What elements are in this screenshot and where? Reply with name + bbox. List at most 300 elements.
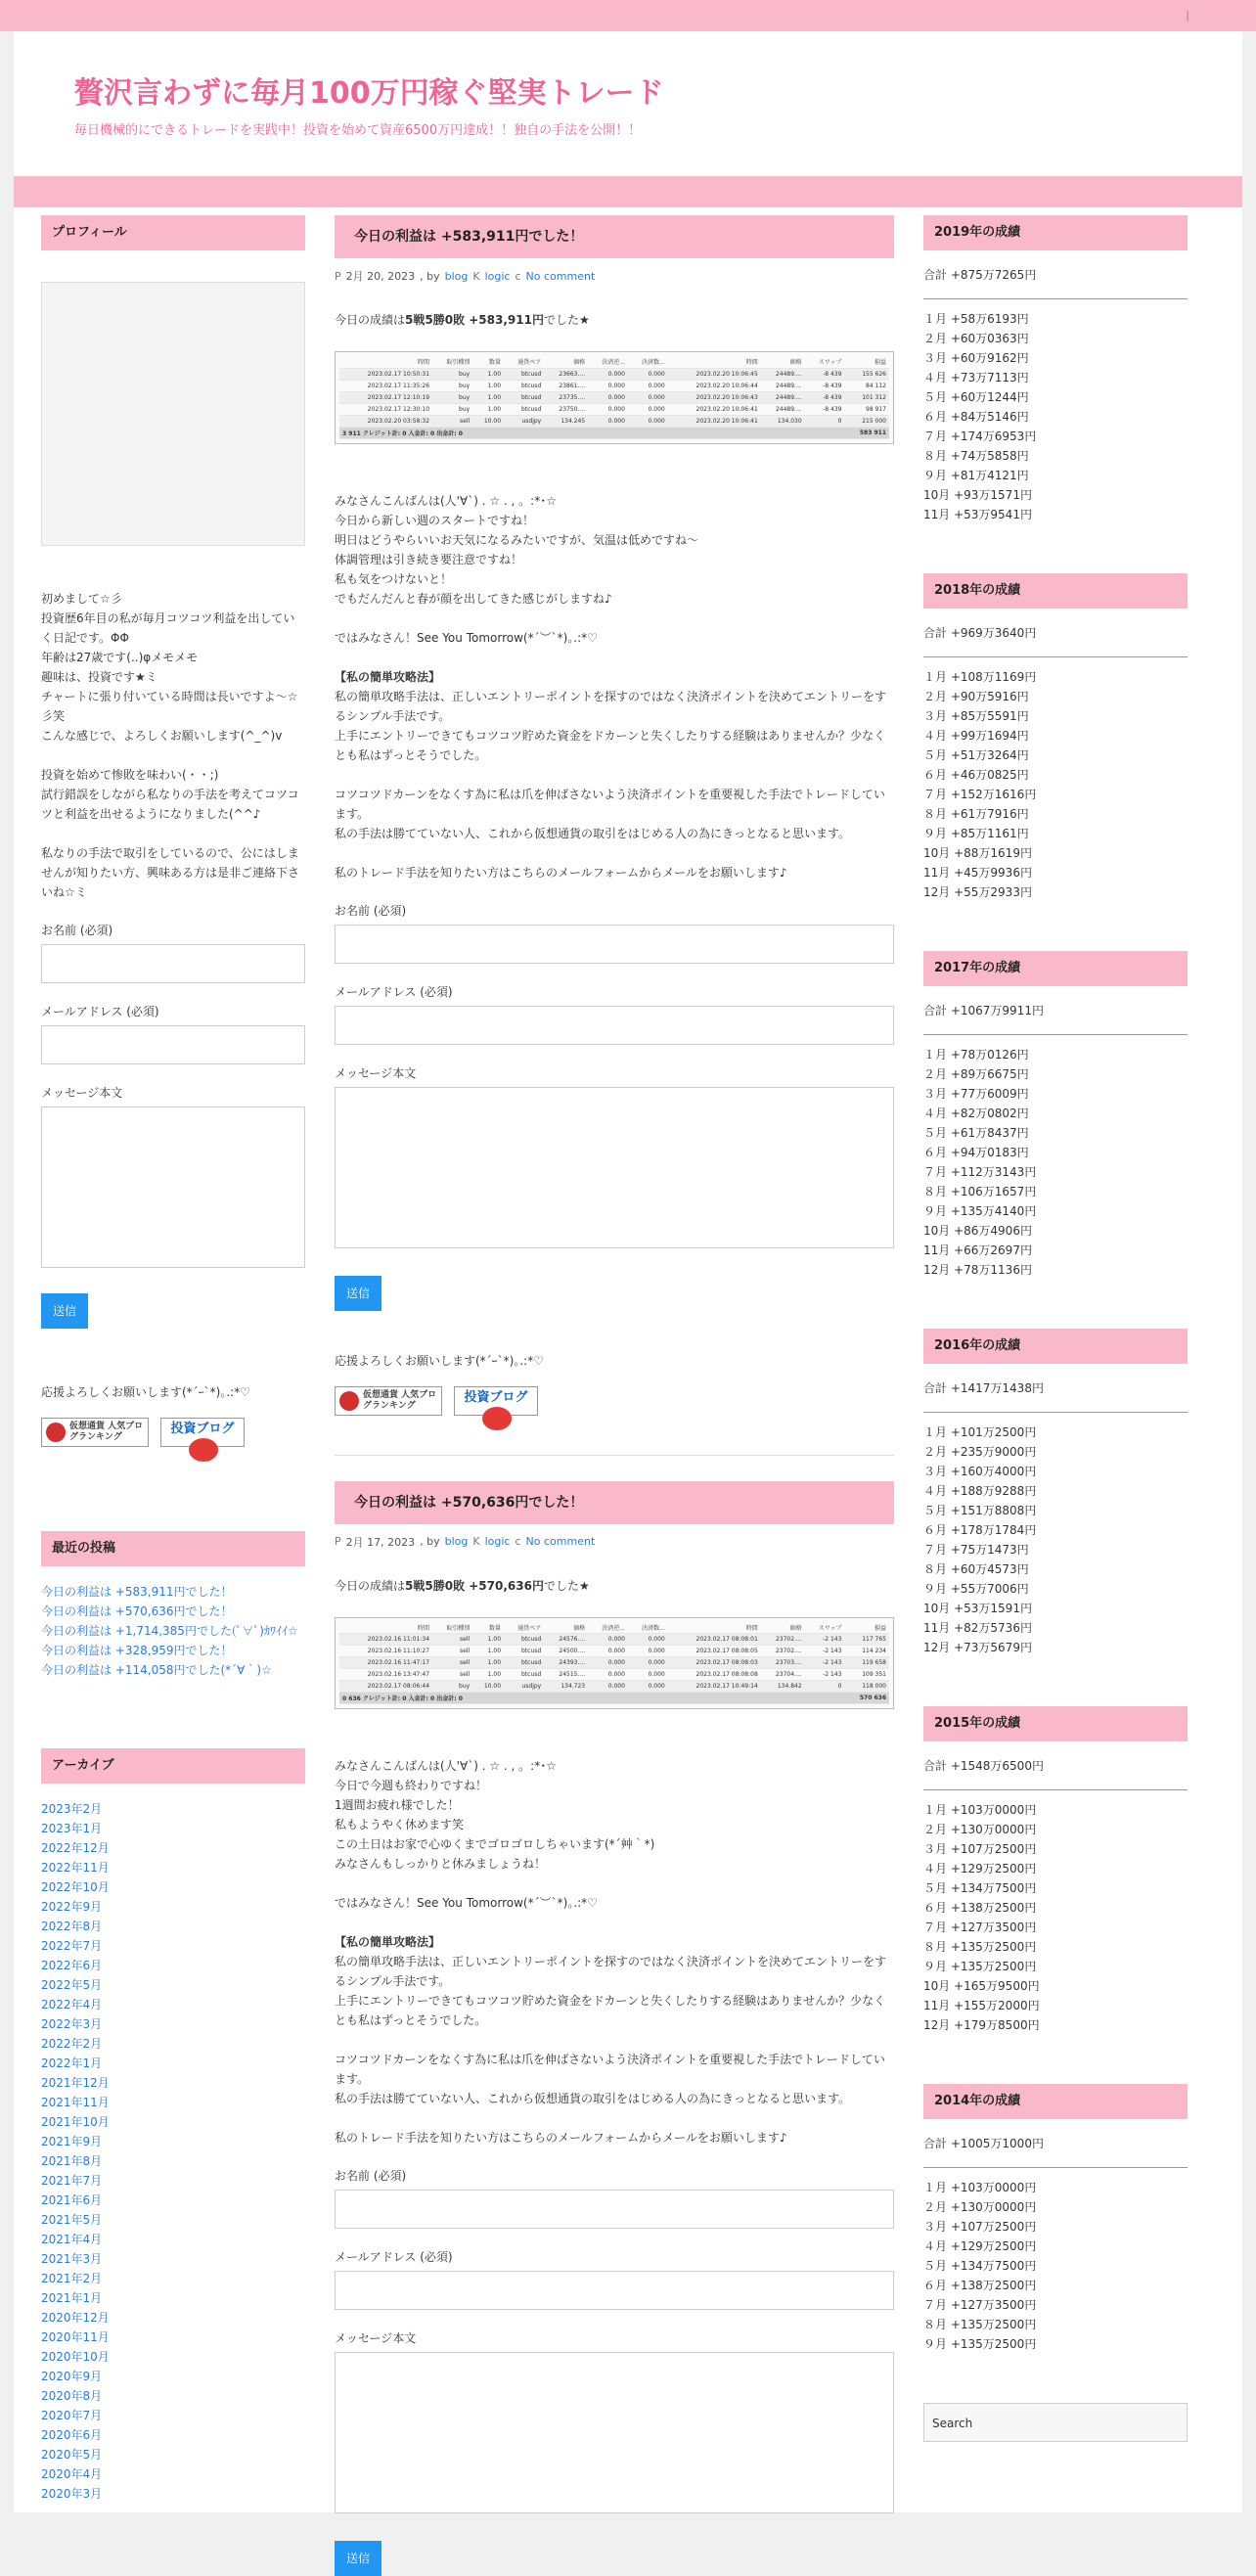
table-cell: -8 439 bbox=[805, 380, 845, 391]
archive-link[interactable]: 2020年12月 bbox=[41, 2308, 305, 2327]
send-button[interactable]: 送信 bbox=[335, 2541, 381, 2576]
table-cell: 2023.02.17 08:08:01 bbox=[668, 1634, 761, 1646]
table-cell: btcusd bbox=[504, 1657, 544, 1669]
monthly-result: 12月 +78万1136円 bbox=[923, 1260, 1188, 1280]
top-bar-separator: | bbox=[1186, 9, 1189, 22]
monthly-result: ６月 +138万2500円 bbox=[923, 1898, 1188, 1918]
crypto-ranking-banner[interactable]: 仮想通貨 人気ブログランキング bbox=[335, 1386, 442, 1416]
table-cell: 117 765 bbox=[844, 1634, 889, 1646]
table-header-cell: 数量 bbox=[472, 1622, 504, 1634]
table-cell: 0.000 bbox=[628, 380, 668, 391]
table-cell: 0.000 bbox=[588, 403, 628, 415]
post-paragraph bbox=[335, 1932, 894, 2030]
monthly-results-list bbox=[923, 309, 1188, 524]
intro-paragraph bbox=[41, 843, 305, 902]
table-header-cell: 取引種別 bbox=[432, 1622, 472, 1634]
recent-post-link[interactable]: 今日の利益は +328,959円でした！ bbox=[41, 1641, 305, 1660]
trade-history-table bbox=[335, 1617, 894, 1710]
archive-link[interactable]: 2021年10月 bbox=[41, 2112, 305, 2132]
support-text: 応援よろしくお願いします(*´ｰ`*)｡.:*♡ bbox=[41, 1383, 305, 1400]
table-row bbox=[339, 1634, 889, 1646]
archive-link[interactable]: 2020年8月 bbox=[41, 2386, 305, 2406]
archive-link[interactable]: 2021年7月 bbox=[41, 2171, 305, 2191]
table-cell: sell bbox=[432, 1669, 472, 1681]
monthly-result: ７月 +112万3143円 bbox=[923, 1162, 1188, 1182]
table-cell: 1.00 bbox=[472, 403, 504, 415]
post-comments-link[interactable]: No comment bbox=[526, 1535, 596, 1548]
post-paragraph bbox=[335, 491, 894, 609]
table-cell: 24489.... bbox=[761, 403, 805, 415]
post-paragraph bbox=[335, 2128, 894, 2147]
message-field[interactable] bbox=[41, 1107, 305, 1268]
recent-post-link[interactable]: 今日の利益は +583,911円でした！ bbox=[41, 1582, 305, 1602]
table-cell: btcusd bbox=[504, 391, 544, 403]
table-cell: btcusd bbox=[504, 368, 544, 380]
monthly-result: ２月 +130万0000円 bbox=[923, 1820, 1188, 1839]
post-lead bbox=[335, 1577, 894, 1594]
table-cell: 119 658 bbox=[844, 1657, 889, 1669]
post-date: 2月 17, 2023 bbox=[346, 1534, 415, 1550]
table-cell: 23663.... bbox=[544, 368, 588, 380]
archive-link[interactable]: 2021年1月 bbox=[41, 2288, 305, 2308]
table-cell: 109 351 bbox=[844, 1669, 889, 1681]
post bbox=[335, 1481, 894, 2576]
post-meta bbox=[335, 268, 894, 284]
site-title[interactable]: 贅沢言わずに毎月100万円稼ぐ堅実トレード bbox=[74, 68, 664, 112]
archive-link[interactable]: 2023年2月 bbox=[41, 1799, 305, 1819]
table-cell: 114 234 bbox=[844, 1646, 889, 1657]
monthly-result: ３月 +77万6009円 bbox=[923, 1084, 1188, 1104]
investment-blog-banner[interactable]: 投資ブログ bbox=[454, 1386, 538, 1416]
table-cell: buy bbox=[432, 403, 472, 415]
archive-link[interactable]: 2022年8月 bbox=[41, 1917, 305, 1936]
table-row bbox=[339, 1681, 889, 1693]
lead-result: 5戦5勝0敗 +570,636円 bbox=[405, 1579, 544, 1593]
table-header-cell: 時間 bbox=[339, 356, 432, 368]
table-cell: 1.00 bbox=[472, 380, 504, 391]
table-header-cell: 通貨ペア bbox=[504, 356, 544, 368]
monthly-result: ７月 +75万1473円 bbox=[923, 1540, 1188, 1559]
top-bar bbox=[0, 0, 1256, 31]
post-lead bbox=[335, 311, 894, 328]
post-paragraph bbox=[335, 1756, 894, 1874]
post-line: 体調管理は引き続き要注意ですね！ bbox=[335, 553, 522, 566]
archive-link[interactable]: 2020年4月 bbox=[41, 2464, 305, 2484]
archive-link[interactable]: 2021年4月 bbox=[41, 2230, 305, 2249]
monthly-result: 11月 +66万2697円 bbox=[923, 1241, 1188, 1260]
monthly-result: ６月 +84万5146円 bbox=[923, 407, 1188, 427]
monthly-result: ４月 +99万1694円 bbox=[923, 726, 1188, 746]
table-cell: 2023.02.16 13:47:47 bbox=[339, 1669, 432, 1681]
post-line: コツコツドカーンをなくす為に私は爪を伸ばさないよう決済ポイントを重要視した手法でトレードしています。 bbox=[335, 2053, 885, 2086]
table-cell: 2023.02.20 03:58:32 bbox=[339, 415, 432, 427]
archive-title: アーカイブ bbox=[41, 1748, 305, 1784]
archive-link[interactable]: 2020年11月 bbox=[41, 2327, 305, 2347]
monthly-result: ９月 +55万7006円 bbox=[923, 1579, 1188, 1599]
monthly-result: ７月 +127万3500円 bbox=[923, 2295, 1188, 2315]
banner-sun-icon bbox=[189, 1438, 218, 1462]
table-header-cell: 損益 bbox=[844, 1622, 889, 1634]
table-cell: 215 000 bbox=[844, 415, 889, 427]
archive-link[interactable]: 2020年5月 bbox=[41, 2445, 305, 2464]
monthly-result: ９月 +135万4140円 bbox=[923, 1201, 1188, 1221]
post-line: 今日で今週も終わりですね！ bbox=[335, 1779, 487, 1792]
name-field-label: お名前 (必須) bbox=[335, 2167, 894, 2184]
post-title[interactable]: 今日の利益は +583,911円でした！ bbox=[335, 215, 894, 258]
post-body bbox=[335, 1756, 894, 2147]
table-cell: 0.000 bbox=[628, 1657, 668, 1669]
search-input[interactable]: Search bbox=[923, 2403, 1188, 2442]
post-author-link[interactable]: blog bbox=[445, 1535, 469, 1548]
table-cell: 2023.02.20 10:06:45 bbox=[668, 368, 761, 380]
table-header-cell: 通貨ペア bbox=[504, 1622, 544, 1634]
table-cell: sell bbox=[432, 1657, 472, 1669]
monthly-result: ８月 +61万7916円 bbox=[923, 804, 1188, 824]
table-cell: buy bbox=[432, 391, 472, 403]
table-cell: 24489.... bbox=[761, 368, 805, 380]
table-cell: 2023.02.20 10:06:41 bbox=[668, 403, 761, 415]
email-field[interactable] bbox=[335, 2271, 894, 2310]
table-header-cell: 決済数... bbox=[628, 1622, 668, 1634]
monthly-result: ８月 +74万5858円 bbox=[923, 446, 1188, 466]
archive-link[interactable]: 2022年5月 bbox=[41, 1975, 305, 1995]
email-field-label: メールアドレス (必須) bbox=[335, 983, 894, 1000]
archive-link[interactable]: 2022年7月 bbox=[41, 1936, 305, 1956]
table-row bbox=[339, 380, 889, 391]
table-total-row bbox=[339, 427, 889, 438]
profile-widget-title: プロフィール bbox=[41, 215, 305, 250]
table-cell: 0.000 bbox=[628, 403, 668, 415]
intro-line: 年齢は27歳です(..)φメモメモ bbox=[41, 651, 198, 664]
table-cell: 98 917 bbox=[844, 403, 889, 415]
post-line: ではみなさん！See You Tomorrow(*´︶`*)｡.:*♡ bbox=[335, 631, 598, 645]
table-total-left: 3 911 クレジット計: 0 入金計: 0 出金計: 0 bbox=[339, 427, 844, 438]
table-cell: 134.842 bbox=[761, 1681, 805, 1693]
post-line: 私も気をつけないと！ bbox=[335, 572, 452, 586]
lead-suffix: でした★ bbox=[544, 1579, 590, 1593]
table-row bbox=[339, 391, 889, 403]
table-header-cell: 価格 bbox=[544, 356, 588, 368]
post-line: みなさんこんばんは(人'∀`) . ☆ . , 。:*･☆ bbox=[335, 494, 557, 508]
intro-paragraph bbox=[41, 589, 305, 746]
table-cell: 2023.02.17 08:08:03 bbox=[668, 1657, 761, 1669]
post-paragraph bbox=[335, 667, 894, 765]
table-row bbox=[339, 403, 889, 415]
table-row bbox=[339, 368, 889, 380]
archive-link[interactable]: 2021年12月 bbox=[41, 2073, 305, 2093]
yearly-total: 合計 +1005万1000円 bbox=[923, 2135, 1188, 2151]
yearly-results-widget bbox=[923, 1706, 1188, 2035]
recent-post-link[interactable]: 今日の利益は +570,636円でした！ bbox=[41, 1602, 305, 1621]
monthly-result: ４月 +82万0802円 bbox=[923, 1104, 1188, 1123]
table-cell: 2023.02.20 10:06:44 bbox=[668, 380, 761, 391]
intro-line: 投資を始めて惨敗を味わい(・・;) bbox=[41, 768, 218, 782]
archive-link[interactable]: 2022年12月 bbox=[41, 1838, 305, 1858]
table-header-cell: 損益 bbox=[844, 356, 889, 368]
table-cell: -2 143 bbox=[805, 1669, 845, 1681]
post-line: 【私の簡単攻略法】 bbox=[335, 1935, 440, 1949]
table-row bbox=[339, 1646, 889, 1657]
archive-link[interactable]: 2022年3月 bbox=[41, 2014, 305, 2034]
table-cell: 24500.... bbox=[544, 1646, 588, 1657]
post-line: 私のトレード手法を知りたい方はこちらのメールフォームからメールをお願いします♪ bbox=[335, 866, 787, 880]
recent-posts-list bbox=[41, 1582, 305, 1680]
post-body bbox=[335, 491, 894, 882]
table-cell: 1.00 bbox=[472, 368, 504, 380]
monthly-result: ３月 +160万4000円 bbox=[923, 1462, 1188, 1481]
table-cell: 0.000 bbox=[628, 391, 668, 403]
archive-link[interactable]: 2021年5月 bbox=[41, 2210, 305, 2230]
monthly-result: ３月 +107万2500円 bbox=[923, 1839, 1188, 1859]
post-line: 私のトレード手法を知りたい方はこちらのメールフォームからメールをお願いします♪ bbox=[335, 2131, 787, 2145]
archive-link[interactable]: 2020年9月 bbox=[41, 2367, 305, 2386]
post-category-link[interactable]: logic bbox=[485, 1535, 511, 1548]
divider bbox=[923, 1034, 1188, 1035]
table-header-cell: 時間 bbox=[668, 1622, 761, 1634]
table-cell: 23735.... bbox=[544, 391, 588, 403]
yearly-results-widget bbox=[923, 573, 1188, 902]
archive-link[interactable]: 2022年11月 bbox=[41, 1858, 305, 1877]
table-cell: buy bbox=[432, 380, 472, 391]
lead-result: 5戦5勝0敗 +583,911円 bbox=[405, 313, 544, 327]
table-header-cell: 数量 bbox=[472, 356, 504, 368]
table-cell: 24515.... bbox=[544, 1669, 588, 1681]
banner-sun-icon bbox=[482, 1407, 512, 1430]
post-divider bbox=[335, 1455, 894, 1456]
post-paragraph bbox=[335, 863, 894, 882]
table-cell: 0.000 bbox=[628, 1681, 668, 1693]
name-field[interactable] bbox=[335, 925, 894, 964]
table-cell: 0 bbox=[805, 415, 845, 427]
trade-history-table bbox=[335, 351, 894, 444]
post-date: 2月 20, 2023 bbox=[346, 268, 415, 284]
table-cell: btcusd bbox=[504, 1646, 544, 1657]
archive-link[interactable]: 2020年6月 bbox=[41, 2425, 305, 2445]
post-paragraph bbox=[335, 628, 894, 648]
table-cell: -8 439 bbox=[805, 391, 845, 403]
lead-prefix: 今日の成績は bbox=[335, 313, 405, 327]
monthly-result: ５月 +134万7500円 bbox=[923, 2256, 1188, 2276]
send-button[interactable]: 送信 bbox=[41, 1293, 88, 1329]
ranking-logo-icon bbox=[339, 1391, 359, 1411]
table-header-cell: 時間 bbox=[668, 356, 761, 368]
archive-link[interactable]: 2023年1月 bbox=[41, 1819, 305, 1838]
archive-link[interactable]: 2020年10月 bbox=[41, 2347, 305, 2367]
monthly-result: 10月 +93万1571円 bbox=[923, 485, 1188, 505]
date-icon: P bbox=[335, 270, 341, 283]
post-paragraph bbox=[335, 785, 894, 843]
lead-suffix: でした★ bbox=[544, 313, 590, 327]
message-field[interactable] bbox=[335, 2352, 894, 2513]
post-title[interactable]: 今日の利益は +570,636円でした！ bbox=[335, 1481, 894, 1524]
archive-link[interactable]: 2022年2月 bbox=[41, 2034, 305, 2054]
table-cell: 24576.... bbox=[544, 1634, 588, 1646]
table-cell: 24393.... bbox=[544, 1657, 588, 1669]
message-field[interactable] bbox=[335, 1087, 894, 1248]
table-cell: btcusd bbox=[504, 1634, 544, 1646]
recent-post-link[interactable]: 今日の利益は +114,058円でした(*´∀｀)☆ bbox=[41, 1660, 305, 1680]
email-field[interactable] bbox=[335, 1006, 894, 1045]
category-icon: K bbox=[472, 270, 479, 283]
comment-icon: c bbox=[515, 1535, 520, 1548]
table-header-cell: 価格 bbox=[761, 356, 805, 368]
table-cell: usdjpy bbox=[504, 1681, 544, 1693]
divider bbox=[923, 1789, 1188, 1790]
table-header-cell: 時間 bbox=[339, 1622, 432, 1634]
intro-line: 私なりの手法で取引をしているので、公にはしませんが知りたい方、興味ある方は是非ご連絡下さいね☆ミ bbox=[41, 846, 299, 899]
monthly-result: 10月 +88万1619円 bbox=[923, 843, 1188, 863]
archive-link[interactable]: 2021年6月 bbox=[41, 2191, 305, 2210]
archive-list bbox=[41, 1799, 305, 2504]
monthly-result: １月 +103万0000円 bbox=[923, 2178, 1188, 2197]
archive-link[interactable]: 2021年11月 bbox=[41, 2093, 305, 2112]
table-total-row bbox=[339, 1693, 889, 1704]
monthly-result: 10月 +53万1591円 bbox=[923, 1599, 1188, 1618]
crypto-ranking-banner[interactable]: 仮想通貨 人気ブログランキング bbox=[41, 1418, 149, 1447]
monthly-result: ８月 +106万1657円 bbox=[923, 1182, 1188, 1201]
archive-link[interactable]: 2021年9月 bbox=[41, 2132, 305, 2151]
site-header bbox=[14, 31, 1242, 176]
post-line: 上手にエントリーできてもコツコツ貯めた資金をドカーンと失くしたりする経験はありませんか？少なくとも私はずっとそうでした。 bbox=[335, 1994, 885, 2027]
archive-link[interactable]: 2021年3月 bbox=[41, 2249, 305, 2269]
table-cell: 0.000 bbox=[588, 391, 628, 403]
post-by: , by bbox=[420, 270, 440, 283]
yearly-total: 合計 +875万7265円 bbox=[923, 266, 1188, 283]
monthly-result: ８月 +60万4573円 bbox=[923, 1559, 1188, 1579]
table-cell: 0.000 bbox=[628, 368, 668, 380]
monthly-result: ７月 +127万3500円 bbox=[923, 1918, 1188, 1937]
archive-link[interactable]: 2022年9月 bbox=[41, 1897, 305, 1917]
yearly-results-title: 2014年の成績 bbox=[923, 2084, 1188, 2119]
table-cell: sell bbox=[432, 1634, 472, 1646]
table-cell: 134.723 bbox=[544, 1681, 588, 1693]
yearly-results-widget bbox=[923, 951, 1188, 1280]
investment-blog-banner[interactable]: 投資ブログ bbox=[160, 1418, 245, 1447]
monthly-result: ９月 +85万1161円 bbox=[923, 824, 1188, 843]
intro-line: チャートに張り付いている時間は長いですよ～☆彡笑 bbox=[41, 690, 297, 723]
archive-link[interactable]: 2020年3月 bbox=[41, 2484, 305, 2504]
post-line: コツコツドカーンをなくす為に私は爪を伸ばさないよう決済ポイントを重要視した手法でトレードしています。 bbox=[335, 788, 885, 821]
monthly-result: ９月 +135万2500円 bbox=[923, 2334, 1188, 2354]
monthly-result: ２月 +235万9000円 bbox=[923, 1442, 1188, 1462]
table-cell: 2023.02.17 10:49:14 bbox=[668, 1681, 761, 1693]
message-field-label: メッセージ本文 bbox=[335, 1064, 894, 1081]
archive-link[interactable]: 2022年4月 bbox=[41, 1995, 305, 2014]
table-header-cell: 決済数... bbox=[628, 356, 668, 368]
archive-link[interactable]: 2022年6月 bbox=[41, 1956, 305, 1975]
monthly-result: ６月 +138万2500円 bbox=[923, 2276, 1188, 2295]
monthly-result: 12月 +73万5679円 bbox=[923, 1638, 1188, 1657]
monthly-results-list bbox=[923, 2178, 1188, 2354]
table-header-cell: 価格 bbox=[761, 1622, 805, 1634]
table-cell: 2023.02.16 11:47:17 bbox=[339, 1657, 432, 1669]
left-sidebar bbox=[41, 215, 305, 2504]
email-field[interactable] bbox=[41, 1025, 305, 1064]
monthly-result: ５月 +61万8437円 bbox=[923, 1123, 1188, 1143]
table-total-left: 0 636 クレジット計: 0 入金計: 0 出金計: 0 bbox=[339, 1693, 844, 1704]
monthly-result: ５月 +51万3264円 bbox=[923, 746, 1188, 765]
table-cell: 0.000 bbox=[628, 415, 668, 427]
post-by: , by bbox=[420, 1535, 440, 1548]
ranking-banners bbox=[41, 1418, 305, 1447]
table-cell: 0.000 bbox=[628, 1634, 668, 1646]
email-field-label: メールアドレス (必須) bbox=[335, 2248, 894, 2265]
table-header-cell: 決済逆... bbox=[588, 356, 628, 368]
main-content bbox=[335, 215, 894, 2576]
post-author-link[interactable]: blog bbox=[445, 270, 469, 283]
table-cell: 2023.02.20 10:06:41 bbox=[668, 415, 761, 427]
post-comments-link[interactable]: No comment bbox=[526, 270, 596, 283]
category-icon: K bbox=[472, 1535, 479, 1548]
table-header-cell: 取引種別 bbox=[432, 356, 472, 368]
yearly-results-title: 2015年の成績 bbox=[923, 1706, 1188, 1741]
monthly-result: ３月 +60万9162円 bbox=[923, 348, 1188, 368]
post-category-link[interactable]: logic bbox=[485, 270, 511, 283]
post-line: 私の手法は勝てていない人、これから仮想通貨の取引をはじめる人の為にきっとなると思います。 bbox=[335, 2092, 850, 2105]
table-cell: 0.000 bbox=[628, 1646, 668, 1657]
archive-link[interactable]: 2021年8月 bbox=[41, 2151, 305, 2171]
table-cell: 2023.02.17 10:50:31 bbox=[339, 368, 432, 380]
monthly-result: 10月 +165万9500円 bbox=[923, 1976, 1188, 1996]
table-cell: 0.000 bbox=[588, 1669, 628, 1681]
table-row bbox=[339, 1669, 889, 1681]
table-header-cell: 決済逆... bbox=[588, 1622, 628, 1634]
monthly-result: ３月 +107万2500円 bbox=[923, 2217, 1188, 2237]
send-button[interactable]: 送信 bbox=[335, 1276, 381, 1311]
table-header-cell: スワップ bbox=[805, 356, 845, 368]
archive-link[interactable]: 2022年1月 bbox=[41, 2054, 305, 2073]
table-cell: 118 000 bbox=[844, 1681, 889, 1693]
monthly-result: 11月 +82万5736円 bbox=[923, 1618, 1188, 1638]
table-cell: 10.00 bbox=[472, 1681, 504, 1693]
table-cell: btcusd bbox=[504, 380, 544, 391]
archive-link[interactable]: 2022年10月 bbox=[41, 1877, 305, 1897]
date-icon: P bbox=[335, 1535, 341, 1548]
divider bbox=[923, 2167, 1188, 2168]
post-line: 私の簡単攻略手法は、正しいエントリーポイントを探すのではなく決済ポイントを決めてエントリーをするシンプル手法です。 bbox=[335, 1955, 886, 1988]
monthly-result: 11月 +45万9936円 bbox=[923, 863, 1188, 882]
archive-link[interactable]: 2021年2月 bbox=[41, 2269, 305, 2288]
table-row bbox=[339, 1657, 889, 1669]
name-field[interactable] bbox=[41, 944, 305, 983]
monthly-result: ３月 +85万5591円 bbox=[923, 706, 1188, 726]
profile-intro bbox=[41, 589, 305, 902]
table-cell: 0.000 bbox=[588, 368, 628, 380]
recent-post-link[interactable]: 今日の利益は +1,714,385円でした(ﾟ∀ﾟ)ｶﾜｲｲ☆ bbox=[41, 1621, 305, 1641]
table-cell: 2023.02.16 11:10:27 bbox=[339, 1646, 432, 1657]
monthly-result: ４月 +129万2500円 bbox=[923, 1859, 1188, 1878]
table-cell: 0.000 bbox=[588, 380, 628, 391]
name-field-label: お名前 (必須) bbox=[335, 902, 894, 919]
name-field[interactable] bbox=[335, 2190, 894, 2229]
monthly-results-list bbox=[923, 1423, 1188, 1657]
nav-band bbox=[14, 176, 1242, 207]
post-line: みなさんこんばんは(人'∀`) . ☆ . , 。:*･☆ bbox=[335, 1759, 557, 1773]
table-cell: -2 143 bbox=[805, 1634, 845, 1646]
post-line: 今日から新しい週のスタートですね！ bbox=[335, 514, 534, 527]
table-cell: 24489.... bbox=[761, 391, 805, 403]
archive-link[interactable]: 2020年7月 bbox=[41, 2406, 305, 2425]
intro-line: こんな感じで、よろしくお願いします(^_^)v bbox=[41, 729, 282, 743]
table-cell: 84 112 bbox=[844, 380, 889, 391]
message-field-label: メッセージ本文 bbox=[41, 1084, 305, 1101]
post-meta bbox=[335, 1534, 894, 1550]
monthly-result: ５月 +151万8808円 bbox=[923, 1501, 1188, 1520]
table-cell: usdjpy bbox=[504, 415, 544, 427]
monthly-result: 10月 +86万4906円 bbox=[923, 1221, 1188, 1241]
table-cell: 2023.02.17 11:35:26 bbox=[339, 380, 432, 391]
comment-icon: c bbox=[515, 270, 520, 283]
